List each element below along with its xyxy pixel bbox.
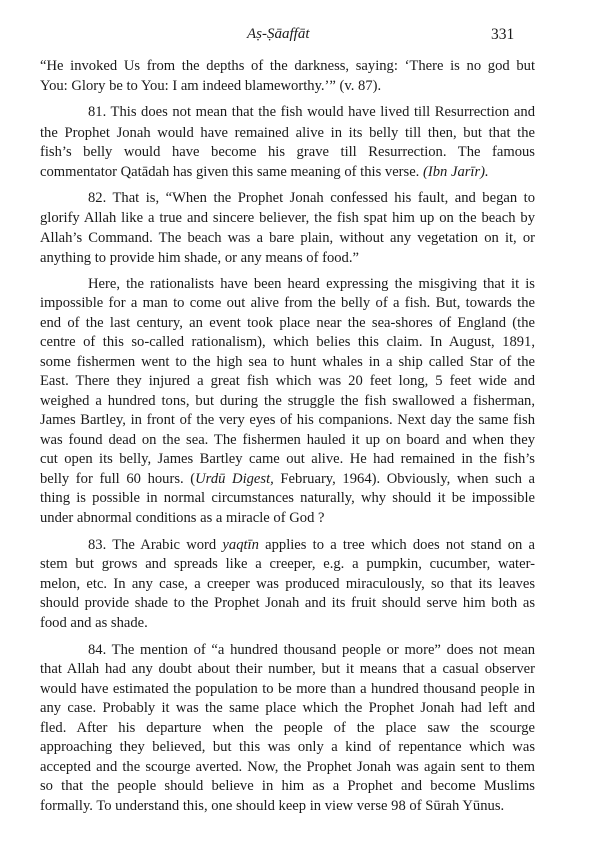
text-line: East. There they injured a great fish which was 20 feet long, 5 feet wide and [40, 373, 535, 389]
text-line: approaching they believed, but this was only a kind of repentance which was [40, 739, 535, 755]
text-line: 82. That is, “When the Prophet Jonah confessed his fault, and began to [88, 190, 535, 206]
text-line: melon, etc. In any case, a creeper was produced miraculously, so that its leaves [40, 576, 535, 592]
text-line [40, 470, 535, 488]
text-line: accepted and the scourge averted. Now, the Prophet Jonah was again sent to them [40, 759, 535, 775]
page-number: 331 [491, 26, 515, 43]
text-line: some fishermen went to the high sea to hunt whales in a ship called Star of the [40, 354, 535, 370]
line-text: applies to a tree which does not stand on a [258, 537, 536, 553]
citation-ibn-jarir: (Ibn Jarīr). [423, 164, 489, 180]
text-line: 84. The mention of “a hundred thousand people or more” does not mean [88, 642, 535, 658]
text-line: end of the last century, an event took place near the sea-shores of England (the [40, 315, 535, 331]
line-text: belly for full 60 hours. ( [40, 471, 196, 487]
running-head [0, 26, 600, 46]
text-line: impossible for a man to come out alive from the belly of a fish. But, towards the [40, 295, 535, 311]
text-line: the Prophet Jonah would have remained alive in its belly till then, but that the [40, 125, 535, 141]
text-line: 81. This does not mean that the fish would have lived till Resurrection and [88, 104, 535, 120]
text-line: should provide shade to the Prophet Jonah and its fruit should serve him both as [40, 595, 535, 611]
text-line [88, 536, 535, 554]
line-text: February, 1964). Obviously, when such a [273, 471, 535, 487]
text-line: “He invoked Us from the depths of the darkness, saying: ‘There is no god but [40, 58, 535, 74]
text-line [40, 163, 535, 181]
line-text: commentator Qatādah has given this same meaning of this verse. [40, 164, 420, 180]
text-line: so that the people should believe in him as a Prophet and become Muslims [40, 778, 535, 794]
text-line: Here, the rationalists have been heard expressing the misgiving that it is [88, 276, 535, 292]
text-line: centre of this so-called rationalism), which belies this claim. In August, 1891, [40, 334, 535, 350]
citation-urdu-digest: Urdū Digest, [195, 471, 274, 487]
arabic-term-yaqtin: yaqtīn [222, 537, 259, 553]
text-line: You: Glory be to You: I am indeed blameworthy.’” (v. 87). [40, 78, 382, 94]
text-line: fish’s belly would have become his grave till Resurrection. The famous [40, 144, 535, 160]
text-line: fled. After his departure when the people of the place saw the scourge [40, 720, 535, 736]
text-line: anything to provide him shade, or any means of food.” [40, 250, 359, 266]
line-text: 83. The Arabic word [88, 537, 223, 553]
text-line: Allah’s Command. The beach was a bare plain, without any vegetation on it, or [40, 230, 535, 246]
text-line: under abnormal conditions as a miracle of God ? [40, 510, 325, 526]
text-line: cut open its belly, James Bartley came out alive. He had remained in the fish’s [40, 451, 535, 467]
text-line: that Allah had any doubt about their number, but it means that a casual observer [40, 661, 535, 677]
text-line: stem but grows and spreads like a creeper, e.g. a pumpkin, cucumber, water- [40, 556, 535, 572]
text-line: weighed a hundred tons, but during the struggle the fish swallowed a fisherman, [40, 393, 535, 409]
text-line: would have estimated the population to be more than a hundred thousand people in [40, 681, 535, 697]
text-line: formally. To understand this, one should keep in view verse 98 of Sūrah Yūnus. [40, 798, 505, 814]
text-line: James Bartley, in front of the very eyes of his companions. Next day the same fish [40, 412, 535, 428]
text-line: was found dead on the sea. The fishermen hauled it up on board and when they [40, 432, 535, 448]
running-title: Aṣ-Ṣāaffāt [247, 26, 310, 42]
text-line: thing is possible in normal circumstances naturally, why should it be impossible [40, 490, 535, 506]
text-line: glorify Allah like a true and sincere believer, the fish spat him up on the beach by [40, 210, 535, 226]
text-line: food and as shade. [40, 615, 148, 631]
text-line: any case. Probably it was the same place which the Prophet Jonah had left and [40, 700, 535, 716]
